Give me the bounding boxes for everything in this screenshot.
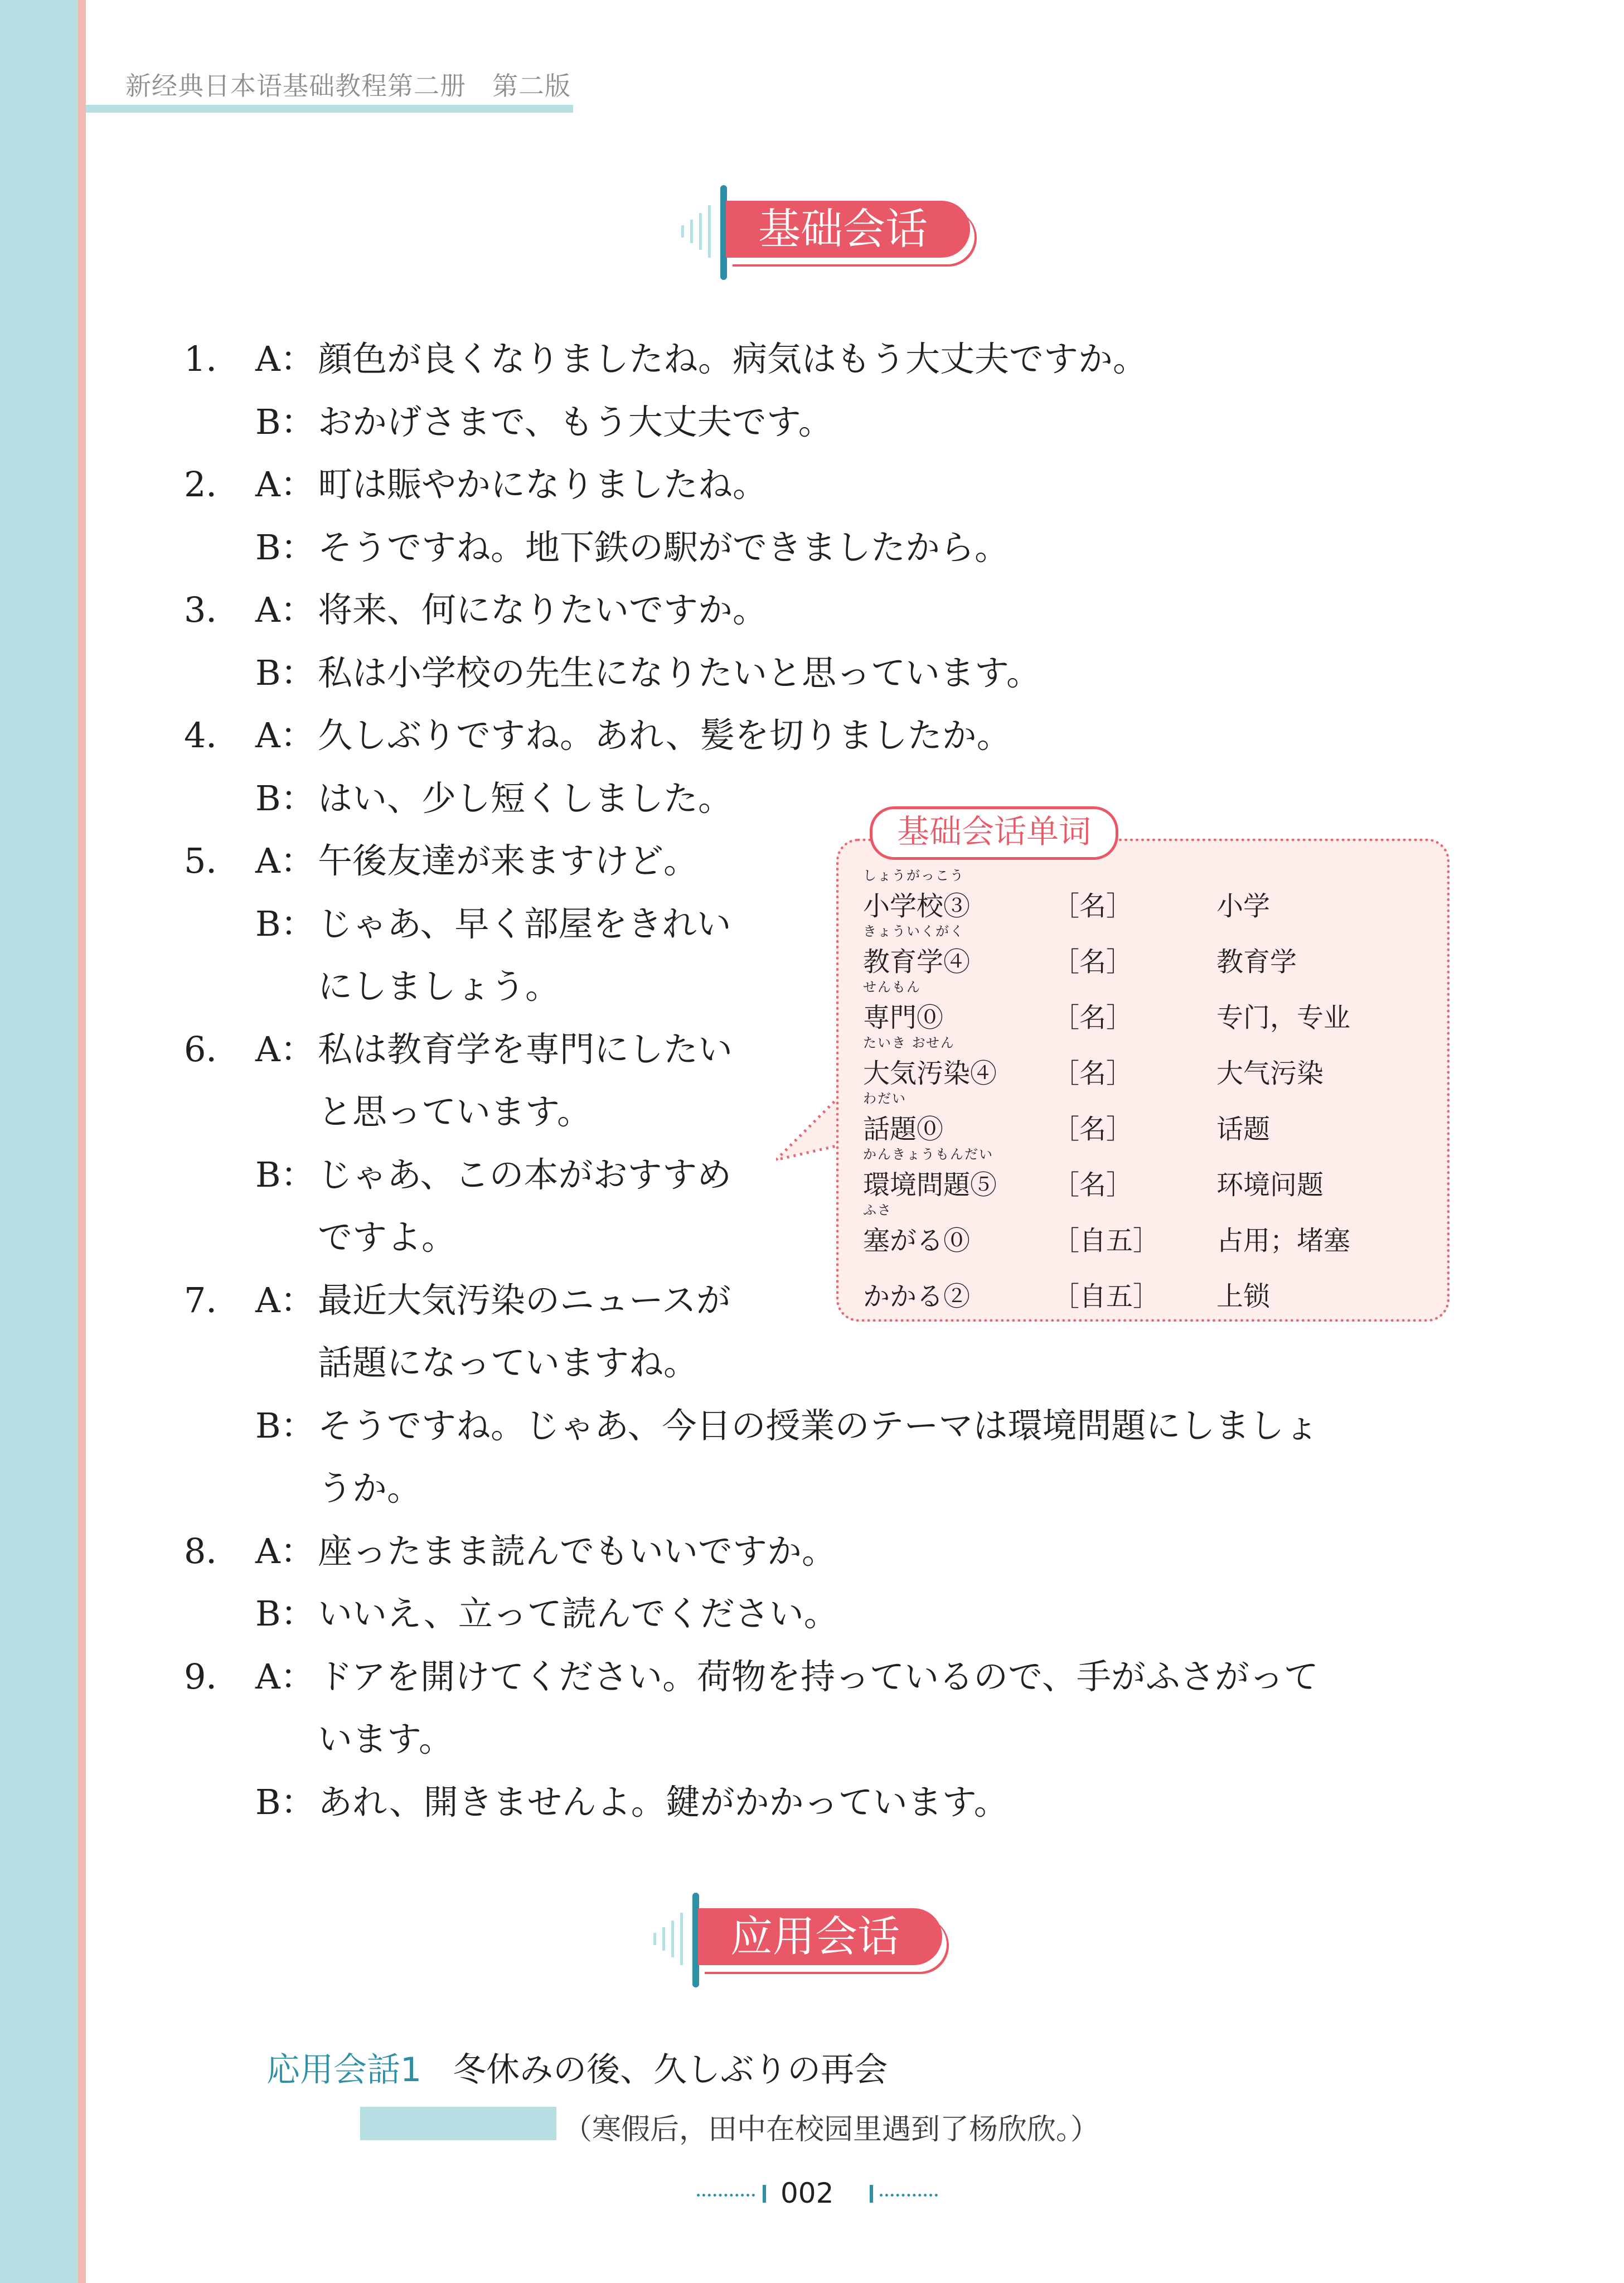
dialogue-line: ですよ。 — [318, 1217, 457, 1257]
dialogue-number: 6． — [184, 1028, 241, 1070]
vocabulary-pos: ［名］ — [1053, 1169, 1133, 1201]
applied-dialogue-heading — [266, 2043, 888, 2091]
vocabulary-meaning: 教育学 — [1216, 946, 1297, 978]
vocabulary-row — [863, 1143, 1421, 1199]
dialogue-line: 将来、何になりたいですか。 — [318, 589, 768, 630]
vocabulary-meaning: 小学 — [1216, 891, 1271, 922]
left-margin-accent — [78, 0, 86, 2283]
footer-dots-right — [880, 2194, 938, 2197]
speaker-label: B： — [255, 777, 316, 819]
vocabulary-pos: ［名］ — [1053, 1114, 1133, 1145]
dialogue-line: はい、少し短くしました。 — [318, 777, 733, 819]
page-footer — [697, 2177, 920, 2211]
vocabulary-reading: ふさ — [863, 1202, 892, 1218]
vocabulary-word: 専門⓪ — [863, 1002, 944, 1033]
dialogue-line: 午後友達が来ますけど。 — [318, 840, 699, 881]
applied-dialogue-label: 応用会話1 — [266, 2050, 422, 2089]
vocabulary-word: 小学校③ — [863, 891, 971, 922]
footer-tick-right — [870, 2185, 873, 2203]
dialogue-line: います。 — [318, 1719, 454, 1759]
vocabulary-pos: ［名］ — [1053, 1002, 1133, 1033]
speaker-label: A： — [255, 338, 315, 379]
dialogue-line: そうですね。地下鉄の駅ができましたから。 — [318, 526, 1010, 568]
dialogue-line: と思っています。 — [318, 1091, 592, 1132]
dialogue-line: いいえ、立って読んでください。 — [318, 1593, 838, 1634]
speaker-label: B： — [255, 1781, 316, 1822]
vocabulary-meaning: 话题 — [1216, 1114, 1271, 1145]
vocabulary-reading: たいき おせん — [863, 1035, 955, 1051]
dialogue-number: 2． — [184, 464, 241, 505]
dialogue-line: 最近大気汚染のニュースが — [318, 1279, 731, 1321]
vocabulary-reading: きょういくがく — [863, 923, 964, 939]
vocabulary-row — [863, 1032, 1421, 1087]
vocabulary-meaning: 上锁 — [1216, 1281, 1271, 1312]
speaker-label: B： — [255, 1154, 316, 1195]
left-margin-strip — [0, 0, 78, 2283]
vocabulary-row — [863, 1199, 1421, 1255]
dialogue-number: 9． — [184, 1656, 241, 1697]
vocabulary-title: 基础会话单词 — [870, 806, 1118, 860]
dialogue-number: 7． — [184, 1279, 241, 1321]
dialogue-line: 町は賑やかになりましたね。 — [318, 464, 768, 505]
section-title: 基础会话 — [726, 201, 970, 258]
dialogue-line: そうですね。じゃあ、今日の授業のテーマは環境問題にしましょ — [318, 1405, 1319, 1446]
vocabulary-word: 話題⓪ — [863, 1114, 944, 1145]
speaker-label: A： — [255, 1279, 315, 1321]
vocabulary-pos: ［自五］ — [1053, 1281, 1160, 1312]
vocabulary-word: 教育学④ — [863, 946, 971, 978]
vocabulary-word: 塞がる⓪ — [863, 1225, 971, 1256]
speaker-label: A： — [255, 840, 315, 881]
speaker-label: A： — [255, 715, 315, 756]
dialogue-line: あれ、開きませんよ。鍵がかかっています。 — [318, 1781, 1009, 1822]
vocabulary-row — [863, 920, 1421, 976]
footer-dots-left — [697, 2194, 755, 2197]
vocabulary-meaning: 占用；堵塞 — [1216, 1225, 1351, 1256]
speaker-label: B： — [255, 526, 316, 568]
speaker-label: B： — [255, 401, 316, 442]
vocabulary-word: 大気汚染④ — [863, 1058, 997, 1089]
dialogue-line: 顔色が良くなりましたね。病気はもう大丈夫ですか。 — [318, 338, 1148, 379]
footer-tick-left — [763, 2185, 766, 2203]
page-number: 002 — [781, 2177, 834, 2209]
speaker-label: B： — [255, 652, 316, 693]
header-rule — [86, 105, 573, 113]
dialogue-line: じゃあ、早く部屋をきれい — [318, 903, 731, 944]
vocabulary-reading: せんもん — [863, 979, 921, 995]
vocabulary-meaning: 大气污染 — [1216, 1058, 1324, 1089]
speaker-label: A： — [255, 589, 315, 630]
scene-highlight-bar — [360, 2107, 556, 2140]
dialogue-line: 私は小学校の先生になりたいと思っています。 — [318, 652, 1041, 693]
dialogue-number: 1． — [184, 338, 241, 379]
scene-description: （寒假后，田中在校园里遇到了杨欣欣。） — [563, 2113, 1100, 2146]
running-head: 新经典日本语基础教程第二册 第二版 — [125, 71, 571, 101]
speaker-label: A： — [255, 1530, 315, 1571]
dialogue-line: 話題になっていますね。 — [318, 1342, 699, 1383]
vocabulary-pos: ［名］ — [1053, 891, 1133, 922]
dialogue-line: 座ったまま読んでもいいですか。 — [318, 1530, 837, 1571]
section-banner-applied — [647, 1893, 992, 1987]
vocabulary-row — [863, 864, 1421, 920]
vocabulary-reading: かんきょうもんだい — [863, 1147, 993, 1162]
section-banner-basic — [675, 185, 1020, 280]
dialogue-line: ドアを開けてください。荷物を持っているので、手がふさがって — [318, 1656, 1318, 1697]
applied-dialogue-title: 冬休みの後、久しぶりの再会 — [453, 2050, 888, 2089]
vocabulary-pos: ［名］ — [1053, 946, 1133, 978]
dialogue-line: うか。 — [318, 1468, 422, 1508]
dialogue-line: 私は教育学を専門にしたい — [318, 1028, 733, 1070]
vocabulary-reading: しょうがっこう — [863, 868, 964, 883]
vocabulary-reading: わだい — [863, 1091, 906, 1106]
dialogue-line: おかげさまで、もう大丈夫です。 — [318, 401, 833, 442]
speaker-label: A： — [255, 1656, 315, 1697]
speaker-label: B： — [255, 1405, 316, 1446]
vocabulary-meaning: 环境问题 — [1216, 1169, 1324, 1201]
dialogue-line: じゃあ、この本がおすすめ — [318, 1154, 732, 1195]
vocabulary-row — [863, 1087, 1421, 1143]
vocabulary-row — [863, 1255, 1421, 1310]
dialogue-line: にしましょう。 — [318, 966, 560, 1007]
vocabulary-word: 環境問題⑤ — [863, 1169, 997, 1201]
speaker-label: A： — [255, 464, 315, 505]
vocabulary-pos: ［名］ — [1053, 1058, 1133, 1089]
dialogue-number: 3． — [184, 589, 241, 630]
speaker-label: B： — [255, 1593, 316, 1634]
dialogue-line: 久しぶりですね。あれ、髪を切りましたか。 — [318, 715, 1011, 756]
vocabulary-pos: ［自五］ — [1053, 1225, 1160, 1256]
dialogue-number: 4． — [184, 715, 241, 756]
vocabulary-meaning: 专门，专业 — [1216, 1002, 1351, 1033]
vocabulary-row — [863, 976, 1421, 1032]
dialogue-number: 8． — [184, 1530, 241, 1571]
speaker-label: A： — [255, 1028, 315, 1070]
vocabulary-word: かかる② — [863, 1281, 971, 1312]
dialogue-number: 5． — [184, 840, 241, 881]
speaker-label: B： — [255, 903, 316, 944]
section-title: 应用会话 — [698, 1908, 942, 1965]
